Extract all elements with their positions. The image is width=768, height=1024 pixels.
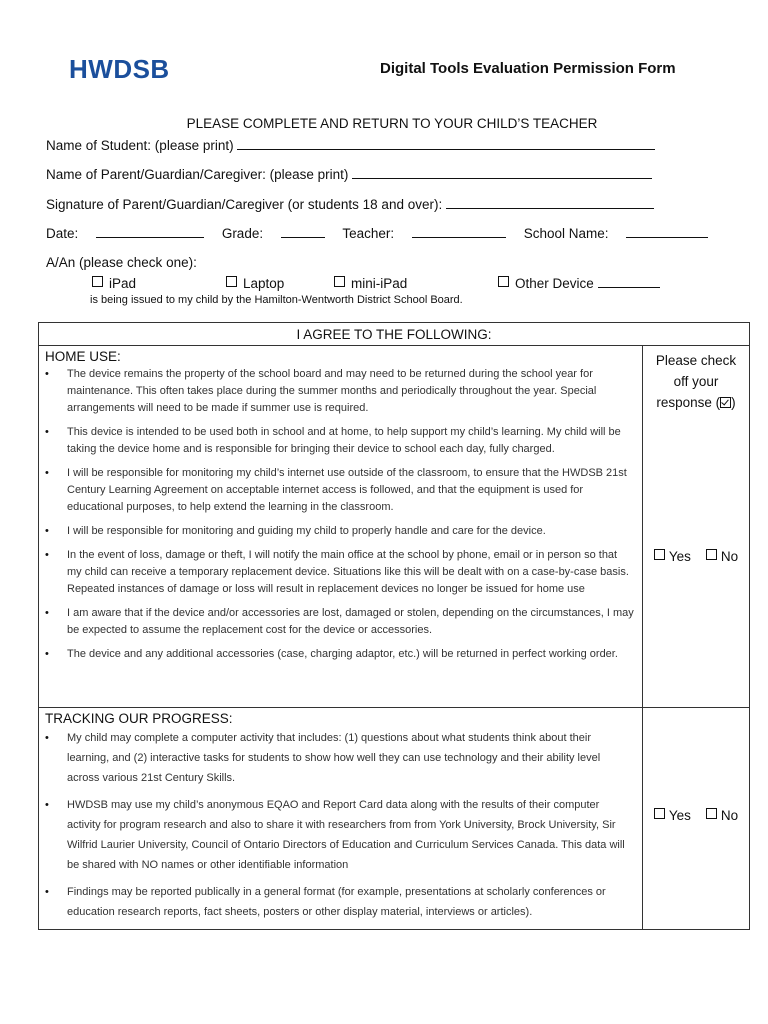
list-item: • In the event of loss, damage or theft, I will notify the main office at the school by phone, email or in person so that my child can receive a temporary replacement device. Situations like this will be dealt with on a case-by-case basis. Repeated instances of damage or loss will result in replacement devices no longer be issued for home use: [67, 547, 634, 598]
instruction-heading: PLEASE COMPLETE AND RETURN TO YOUR CHILD’S TEACHER: [186, 116, 598, 131]
agreement-heading: I AGREE TO THE FOLLOWING:: [39, 323, 750, 346]
list-item: • I will be responsible for monitoring my child’s internet use outside of the classroom, to ensure that the HWDSB 21st Century Learning Agreement on acceptable internet access is followed, and that the equipment is used for educational purposes, to help extend the learning in the classroom.: [67, 465, 634, 516]
checkbox-icon[interactable]: [226, 276, 237, 287]
checkbox-icon[interactable]: [706, 808, 717, 819]
grade-field[interactable]: [281, 225, 325, 238]
list-item: • I will be responsible for monitoring and guiding my child to properly handle and care for the device.: [67, 523, 634, 540]
grade-label: Grade:: [221, 226, 264, 241]
agreement-table: [38, 322, 750, 930]
signature-label: Signature of Parent/Guardian/Caregiver (or students 18 and over):: [46, 197, 443, 212]
list-item: • Findings may be reported publically in a general format (for example, presentations at scholarly conferences or education research reports, fact sheets, posters or other display material, interviews or articles).: [67, 882, 634, 922]
list-item: • HWDSB may use my child’s anonymous EQAO and Report Card data along with the results of their computer activity for program research and also to share it with researchers from from York University, Brock University, Sir Wilfrid Laurier University, Council of Ontario Directors of Education and Curriculum Services Canada. This data will be shared with NO names or other identifiable information: [67, 795, 634, 875]
device-option-mini-ipad[interactable]: mini-iPad: [334, 276, 498, 291]
device-options: [92, 275, 660, 291]
teacher-label: Teacher:: [342, 226, 395, 241]
student-name-field[interactable]: [237, 137, 655, 150]
tracking-title: TRACKING OUR PROGRESS:: [45, 711, 233, 726]
other-device-field[interactable]: [598, 275, 660, 288]
list-item: • The device remains the property of the school board and may need to be returned during the school year for maintenance. This often takes place during the summer months and periodically throughout the year. Special arrangements will need to be made if summer use is required.: [67, 366, 634, 417]
checkbox-icon[interactable]: [92, 276, 103, 287]
list-item: • The device and any additional accessories (case, charging adaptor, etc.) will be returned in perfect working order.: [67, 646, 634, 663]
home-use-section: [39, 346, 643, 708]
device-option-other[interactable]: Other Device: [498, 275, 660, 291]
tracking-yes-no: [643, 808, 749, 823]
checked-box-icon: [720, 397, 731, 408]
device-option-laptop[interactable]: Laptop: [226, 276, 334, 291]
signature-row: [46, 196, 654, 212]
tracking-list: [39, 728, 642, 922]
signature-field[interactable]: [446, 196, 654, 209]
device-prompt: A/An (please check one):: [46, 255, 197, 270]
response-header: Please check off your response ( ): [655, 353, 737, 410]
checkbox-icon[interactable]: [334, 276, 345, 287]
parent-name-label: Name of Parent/Guardian/Caregiver: (please print): [46, 167, 349, 182]
home-use-yes-no: [643, 549, 749, 564]
parent-name-field[interactable]: [352, 166, 652, 179]
home-use-list: [39, 366, 642, 663]
school-field[interactable]: [626, 225, 708, 238]
form-title: Digital Tools Evaluation Permission Form: [380, 60, 676, 77]
home-use-response: [643, 346, 750, 708]
teacher-field[interactable]: [412, 225, 506, 238]
tracking-section: [39, 708, 643, 930]
date-field[interactable]: [96, 225, 204, 238]
list-item: • This device is intended to be used both in school and at home, to help support my child’s learning. My child will be taking the device home and is responsible for bringing their device to school each day, fully charged.: [67, 424, 634, 458]
parent-name-row: [46, 166, 652, 182]
checkbox-icon[interactable]: [654, 808, 665, 819]
tracking-yes[interactable]: Yes: [654, 808, 691, 823]
student-name-label: Name of Student: (please print): [46, 138, 234, 153]
list-item: • I am aware that if the device and/or accessories are lost, damaged or stolen, depending on the circumstances, I may be expected to assume the replacement cost for the device or accessories.: [67, 605, 634, 639]
school-label: School Name:: [523, 226, 609, 241]
tracking-response: [643, 708, 750, 930]
list-item: • My child may complete a computer activity that includes: (1) questions about what students think about their learning, and (2) interactive tasks for students to show how well they can use technology and their ability level across various 21st Century Skills.: [67, 728, 634, 788]
date-label: Date:: [46, 226, 79, 241]
details-row: [46, 225, 722, 241]
checkbox-icon[interactable]: [706, 549, 717, 560]
home-use-title: HOME USE:: [45, 349, 121, 364]
home-use-no[interactable]: No: [706, 549, 738, 564]
checkbox-icon[interactable]: [654, 549, 665, 560]
tracking-no[interactable]: No: [706, 808, 738, 823]
device-option-ipad[interactable]: iPad: [92, 276, 226, 291]
student-name-row: [46, 137, 655, 153]
checkbox-icon[interactable]: [498, 276, 509, 287]
home-use-yes[interactable]: Yes: [654, 549, 691, 564]
issued-statement: is being issued to my child by the Hamilton-Wentworth District School Board.: [90, 294, 463, 306]
hwdsb-logo: HWDSB: [69, 54, 170, 84]
